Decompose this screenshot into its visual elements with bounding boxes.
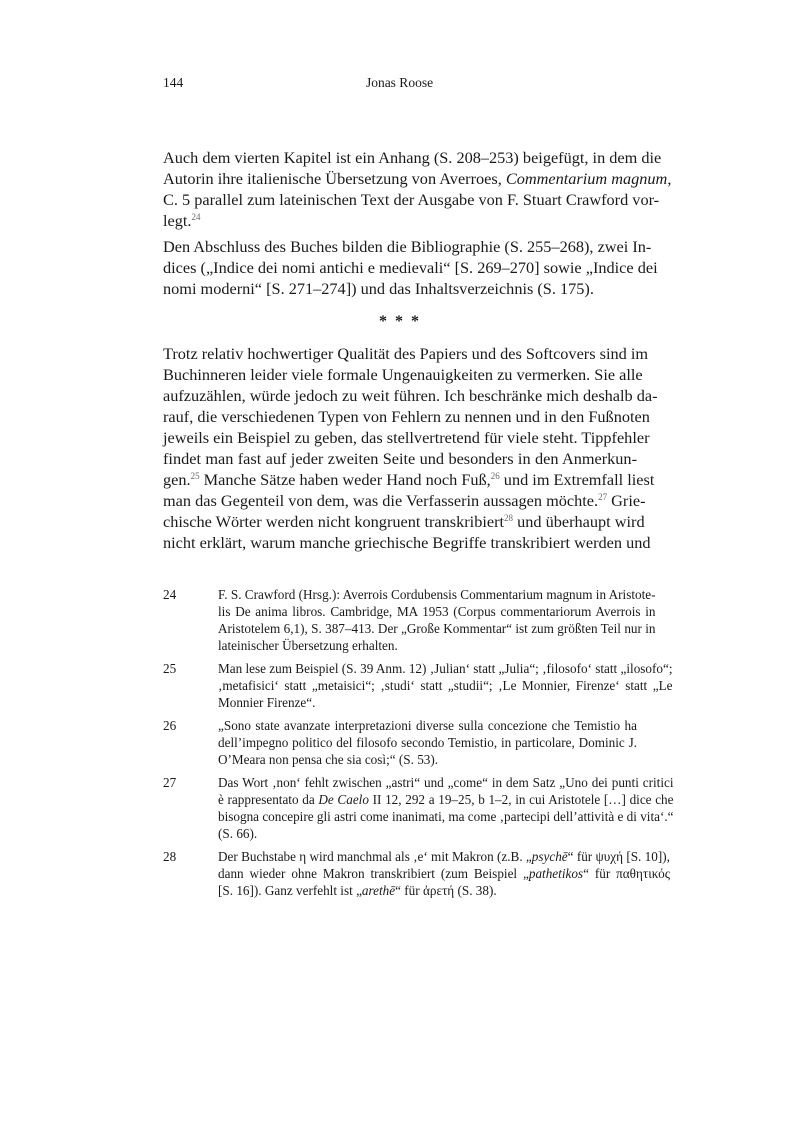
paragraph-bibliography (163, 236, 658, 299)
text-line: aufzuzählen, würde jedoch zu weit führen. Ich beschränke mich deshalb da- (163, 386, 658, 405)
text-line: Den Abschluss des Buches bilden die Bibliographie (S. 255–268), zwei In- (163, 237, 652, 256)
footnote (163, 717, 637, 768)
footnote-text (218, 660, 673, 711)
footnote-ref[interactable]: 24 (191, 212, 201, 222)
text-line: dell’impegno politico del filosofo secondo Temistio, in particolare, Dominic J. (218, 735, 637, 750)
paragraph-appendix (163, 147, 672, 231)
text-line: chische Wörter werden nicht kongruent transkribiert$^{28}$ und überhaupt wird (163, 512, 645, 531)
footnote-text (218, 774, 674, 842)
italic-text: Commentarium magnum (505, 169, 668, 188)
text-line: legt.$^{24}$ (163, 211, 201, 230)
italic-text: De Caelo (318, 792, 369, 807)
footnote-text (218, 586, 656, 654)
running-head: Jonas Roose (365, 75, 434, 90)
text-line: Man lese zum Beispiel (S. 39 Anm. 12) ‚Julian‘ statt „Julia“; ‚filosofo‘ statt „ilosofo“; (218, 661, 673, 676)
page-number: 144 (163, 75, 184, 90)
footnote-ref[interactable]: 25 (190, 471, 200, 481)
text-line: Auch dem vierten Kapitel ist ein Anhang (S. 208–253) beigefügt, in dem die (163, 148, 662, 167)
text-line: C. 5 parallel zum lateinischen Text der Ausgabe von F. Stuart Crawford vor- (163, 190, 660, 209)
footnote (163, 586, 656, 654)
footnote-number: 28 (163, 849, 177, 864)
text-line: [S. 16]). Ganz verfehlt ist „arethē“ für ἀρετή (S. 38). (218, 883, 497, 898)
text-line: lateinischer Übersetzung erhalten. (218, 638, 398, 653)
text-line: findet man fast auf jeder zweiten Seite und besonders in den Anmerkun- (163, 449, 637, 468)
text-line: gen.$^{25}$ Manche Sätze haben weder Hand noch Fuß,$^{26}$ und im Extremfall liest (163, 470, 655, 489)
text-line: Aristotelem 6,1), S. 387–413. Der „Große Kommentar“ ist zum größten Teil nur in (218, 621, 656, 636)
text-line: Trotz relativ hochwertiger Qualität des Papiers und des Softcovers sind im (163, 344, 649, 363)
text-line: ‚metafisici‘ statt „metaisici“; ‚studi‘ statt „studii“; ‚Le Monnier, Firenze‘ statt „Le (218, 678, 673, 693)
section-break: * * * (379, 313, 421, 330)
footnote-text (218, 717, 637, 768)
text-line: man das Gegenteil von dem, was die Verfasserin aussagen möchte.$^{27}$ Grie- (163, 491, 646, 510)
footnote (163, 660, 673, 711)
text-line: Monnier Firenze“. (218, 695, 316, 710)
text-line: dann wieder ohne Makron transkribiert (zum Beispiel „pathetikos“ für παθητικός (218, 866, 670, 881)
footnote-number: 27 (163, 775, 177, 790)
text-line: jeweils ein Beispiel zu geben, das stellvertretend für viele steht. Tippfehler (163, 428, 650, 447)
footnote (163, 848, 670, 899)
footnote-ref[interactable]: 28 (504, 513, 514, 523)
text-line: dices („Indice dei nomi antichi e medievali“ [S. 269–270] sowie „Indice dei (163, 258, 658, 277)
footnote-ref[interactable]: 26 (490, 471, 500, 481)
footnote-ref[interactable]: 27 (598, 492, 608, 502)
text-line: nomi moderni“ [S. 271–274]) und das Inhaltsverzeichnis (S. 175). (163, 279, 594, 298)
text-line: Das Wort ‚non‘ fehlt zwischen „astri“ und „come“ in dem Satz „Uno dei punti critici (218, 775, 674, 790)
footnote (163, 774, 674, 842)
text-line: Der Buchstabe η wird manchmal als ‚e‘ mit Makron (z.B. „psychē“ für ψυχή [S. 10]), (218, 849, 670, 864)
footnote-number: 26 (163, 718, 177, 733)
footnote-number: 25 (163, 661, 177, 676)
text-line: O’Meara non pensa che sia così;“ (S. 53). (218, 752, 439, 767)
italic-text: pathetikos (528, 866, 584, 881)
text-line: lis De anima libros. Cambridge, MA 1953 (Corpus commentariorum Averrois in (218, 604, 656, 619)
text-line: Autorin ihre italienische Übersetzung von Averroes, Commentarium magnum, (163, 169, 672, 188)
text-line: Buchinneren leider viele formale Ungenauigkeiten zu vermerken. Sie alle (163, 365, 643, 384)
text-line: è rappresentato da De Caelo II 12, 292 a 19–25, b 1–2, in cui Aristotele […] dice che (218, 792, 674, 807)
italic-text: arethē (361, 883, 396, 898)
text-line: F. S. Crawford (Hrsg.): Averrois Cordubensis Commentarium magnum in Aristote- (218, 587, 656, 602)
italic-text: psychē (531, 849, 568, 864)
text-line: (S. 66). (218, 826, 258, 841)
paragraph-errors (163, 343, 658, 553)
footnotes (163, 586, 674, 905)
text-line: „Sono state avanzate interpretazioni diverse sulla concezione che Temistio ha (218, 718, 637, 733)
footnote-number: 24 (163, 587, 177, 602)
text-line: rauf, die verschiedenen Typen von Fehlern zu nennen und in den Fußnoten (163, 407, 650, 426)
footnote-text (218, 848, 670, 899)
text-line: nicht erklärt, warum manche griechische Begriffe transkribiert werden und (163, 533, 651, 552)
text-line: bisogna concepire gli astri come inanimati, ma come ‚partecipi dell’attività e di vita‘.“ (218, 809, 674, 824)
